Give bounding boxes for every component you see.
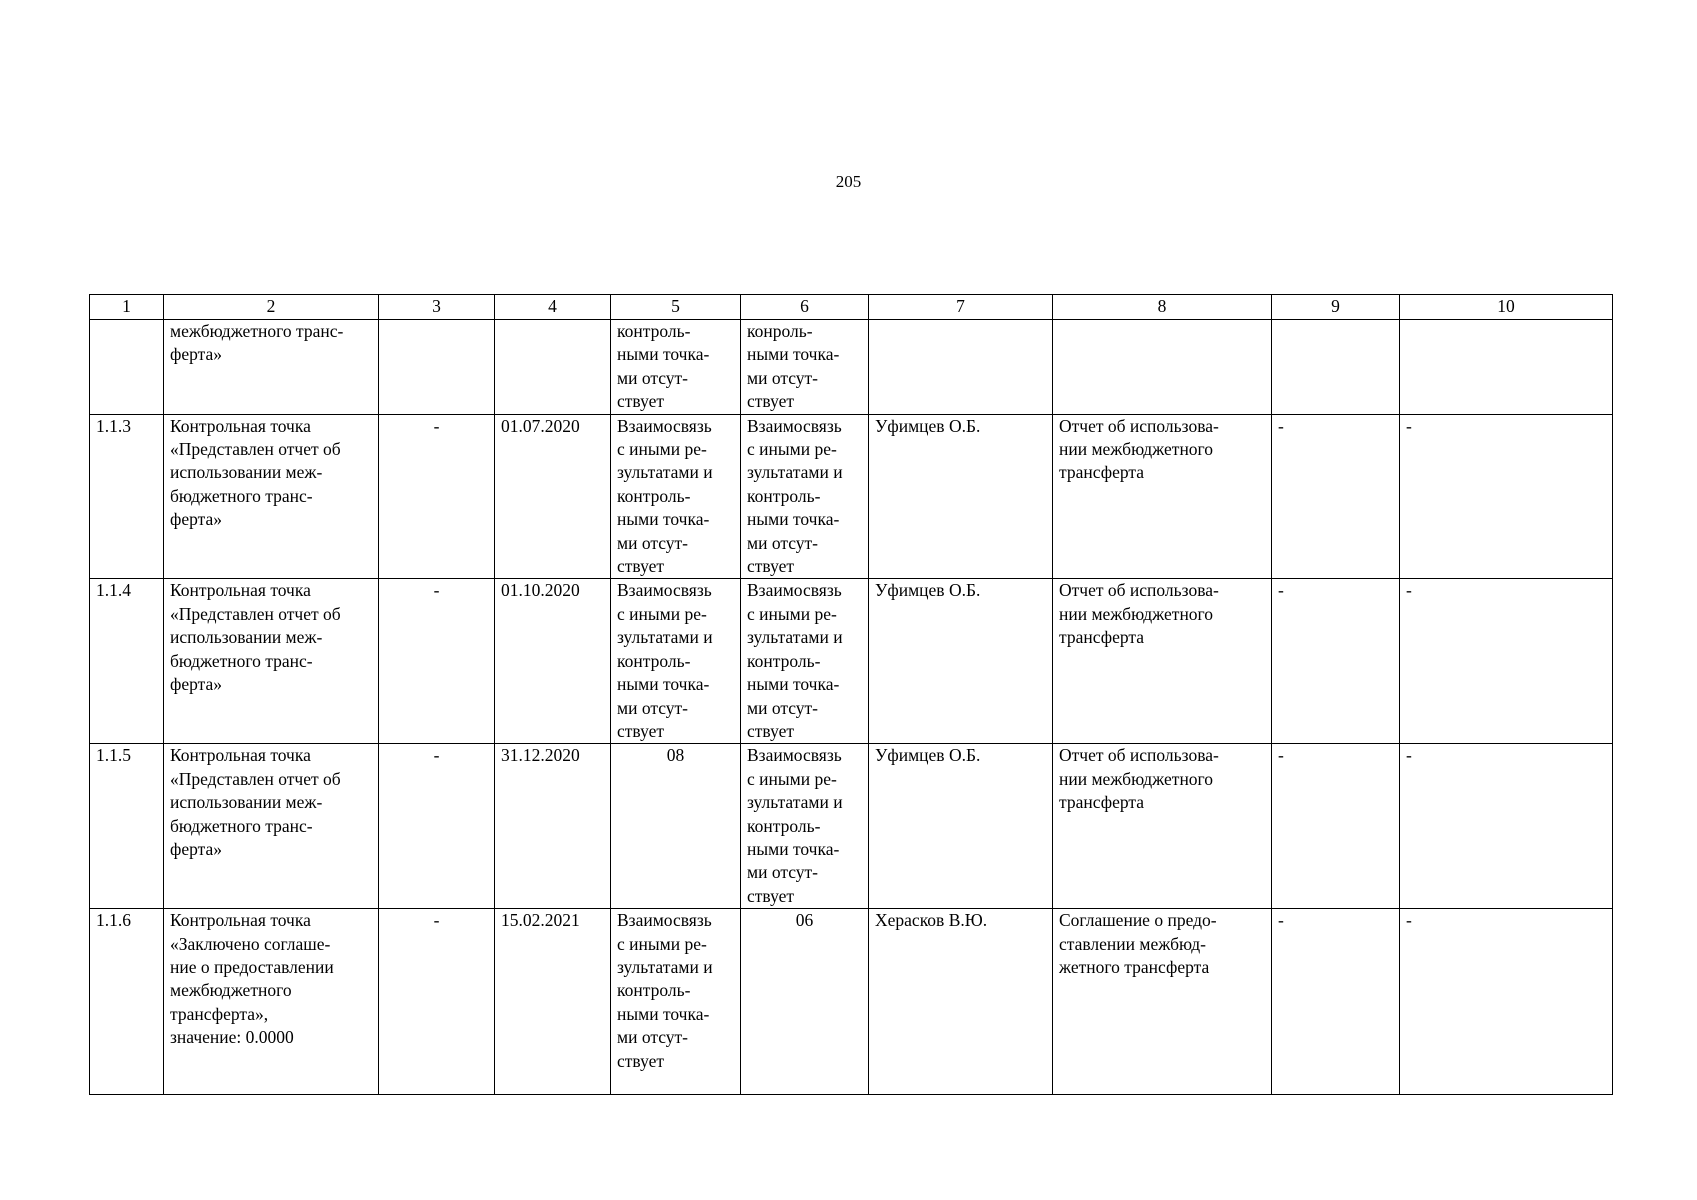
cell-document [1053,414,1272,579]
cell-col5-text: Взаимосвязь с иными ре- зультатами и контроль- ными точка- ми отсут- ствует [617,415,713,577]
cell-col10-text: - [1406,415,1412,436]
cell-col3 [379,909,495,1095]
cell-col5-text: 08 [666,745,685,766]
cell-name [164,414,379,579]
column-header: 2 [164,295,379,320]
cell-col10-text: - [1406,910,1412,931]
cell-name [164,744,379,909]
cell-col10 [1400,414,1613,579]
cell-col10-text: - [1406,745,1412,766]
cell-col6 [741,320,869,415]
cell-date-text: 31.12.2020 [501,745,580,766]
cell-col6 [741,744,869,909]
cell-col9-text: - [1278,580,1284,601]
cell-col10 [1400,579,1613,744]
cell-col5-text: Взаимосвязь с иными ре- зультатами и контроль- ными точка- ми отсут- ствует [617,580,713,741]
cell-col6 [741,909,869,1095]
cell-number-text: 1.1.5 [96,745,131,766]
cell-col9 [1272,579,1400,744]
cell-col5-text: Взаимосвязь с иными ре- зультатами и контроль- ными точка- ми отсут- ствует [617,910,713,1071]
table-row [90,744,1613,909]
cell-col5 [611,909,741,1095]
cell-number [90,320,164,415]
table-row [90,414,1613,579]
cell-col9 [1272,414,1400,579]
cell-col3 [379,579,495,744]
column-header: 9 [1272,295,1400,320]
cell-col9-text: - [1278,415,1284,436]
cell-responsible [869,414,1053,579]
cell-name [164,909,379,1095]
cell-responsible-text: Уфимцев О.Б. [875,580,981,601]
cell-name-text: межбюджетного транс- ферта» [170,321,344,365]
cell-responsible-text: Уфимцев О.Б. [875,745,981,766]
cell-col5-text: контроль- ными точка- ми отсут- ствует [617,321,710,412]
cell-col6-text: Взаимосвязь с иными ре- зультатами и контроль- ными точка- ми отсут- ствует [747,745,843,906]
cell-document [1053,909,1272,1095]
cell-col6 [741,579,869,744]
cell-col6 [741,414,869,579]
cell-col6-text: Взаимосвязь с иными ре- зультатами и контроль- ными точка- ми отсут- ствует [747,415,843,577]
cell-responsible [869,744,1053,909]
cell-responsible-text: Уфимцев О.Б. [875,415,981,436]
cell-date-text: 01.07.2020 [501,415,580,436]
cell-responsible [869,320,1053,415]
column-header: 1 [90,295,164,320]
cell-col3-text: - [433,745,440,766]
cell-name [164,579,379,744]
table-row [90,909,1613,1095]
cell-document-text: Соглашение о предо- ставлении межбюд- жетного трансферта [1059,910,1217,977]
cell-col10 [1400,909,1613,1095]
cell-document-text: Отчет об использова- нии межбюджетного трансферта [1059,580,1219,648]
cell-col3-text: - [433,910,440,931]
cell-col3-text: - [433,415,440,436]
cell-col3 [379,320,495,415]
cell-col10-text: - [1406,580,1412,601]
column-header: 6 [741,295,869,320]
cell-col5 [611,414,741,579]
cell-document [1053,320,1272,415]
column-header: 10 [1400,295,1613,320]
column-header: 7 [869,295,1053,320]
cell-col5 [611,579,741,744]
cell-number [90,414,164,579]
cell-number-text: 1.1.3 [96,415,131,436]
cell-col9 [1272,909,1400,1095]
table-row [90,320,1613,415]
column-header: 4 [495,295,611,320]
cell-name-text: Контрольная точка «Представлен отчет об использовании меж- бюджетного транс- ферта» [170,580,341,695]
cell-col9 [1272,320,1400,415]
cell-number-text: 1.1.4 [96,580,131,601]
cell-col5 [611,744,741,909]
cell-col3 [379,414,495,579]
column-header: 8 [1053,295,1272,320]
cell-col6-text: конроль- ными точка- ми отсут- ствует [747,321,840,412]
table-header-row [90,295,1613,320]
cell-responsible [869,909,1053,1095]
cell-col6-text: Взаимосвязь с иными ре- зультатами и контроль- ными точка- ми отсут- ствует [747,580,843,741]
column-header: 3 [379,295,495,320]
cell-number [90,579,164,744]
cell-document [1053,744,1272,909]
cell-number [90,744,164,909]
page-number: 205 [835,172,862,191]
cell-document-text: Отчет об использова- нии межбюджетного трансферта [1059,415,1219,483]
cell-date-text: 01.10.2020 [501,580,580,601]
cell-name-text: Контрольная точка «Представлен отчет об использовании меж- бюджетного транс- ферта» [170,415,341,530]
cell-col6-text: 06 [795,910,814,931]
cell-date [495,320,611,415]
cell-document-text: Отчет об использова- нии межбюджетного трансферта [1059,745,1219,813]
cell-name-text: Контрольная точка «Заключено соглаше- ние о предоставлении межбюджетного трансферта», значение: 0.0000 [170,910,334,1048]
cell-name-text: Контрольная точка «Представлен отчет об использовании меж- бюджетного транс- ферта» [170,745,341,859]
cell-col9-text: - [1278,910,1284,931]
column-header: 5 [611,295,741,320]
table-row [90,579,1613,744]
cell-date [495,579,611,744]
cell-col5 [611,320,741,415]
cell-document [1053,579,1272,744]
cell-col10 [1400,320,1613,415]
cell-date [495,744,611,909]
cell-number-text: 1.1.6 [96,910,131,931]
plan-table [89,294,1613,1095]
cell-col3 [379,744,495,909]
cell-name [164,320,379,415]
cell-date-text: 15.02.2021 [501,910,580,931]
cell-date [495,909,611,1095]
cell-date [495,414,611,579]
cell-col10 [1400,744,1613,909]
cell-number [90,909,164,1095]
cell-responsible [869,579,1053,744]
cell-col3-text: - [433,580,440,601]
cell-col9 [1272,744,1400,909]
cell-responsible-text: Херасков В.Ю. [875,910,988,931]
cell-col9-text: - [1278,745,1284,766]
